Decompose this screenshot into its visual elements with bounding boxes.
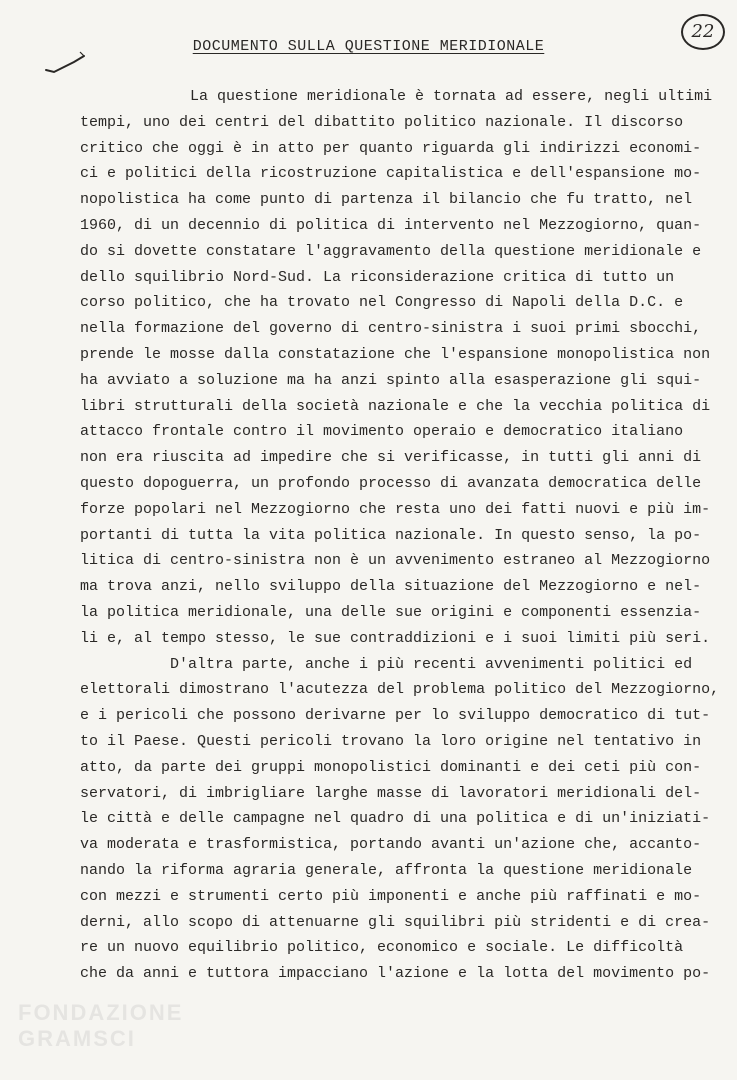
text-line: questo dopoguerra, un profondo processo di avanzata democratica delle	[80, 474, 702, 492]
watermark-logo	[18, 1000, 218, 1070]
text-line: ha avviato a soluzione ma ha anzi spinto alla esasperazione gli squi-	[80, 371, 702, 389]
text-line: li e, al tempo stesso, le sue contraddizioni e i suoi limiti più seri.	[80, 629, 711, 647]
text-line: ma trova anzi, nello sviluppo della situazione del Mezzogiorno e nel-	[80, 578, 702, 596]
text-line: con mezzi e strumenti certo più imponenti e anche più raffinati e mo-	[80, 887, 702, 905]
text-line: che da anni e tuttora impacciano l'azione e la lotta del movimento po-	[80, 965, 711, 983]
page-number: 22	[681, 14, 725, 50]
text-line: va moderata e trasformistica, portando avanti un'azione che, accanto-	[80, 836, 702, 854]
text-line: servatori, di imbrigliare larghe masse di lavoratori meridionali del-	[80, 784, 702, 802]
text-line: forze popolari nel Mezzogiorno che resta uno dei fatti nuovi e più im-	[80, 500, 711, 518]
text-line: derni, allo scopo di attenuarne gli squilibri più stridenti e di crea-	[80, 913, 711, 931]
text-line: attacco frontale contro il movimento operaio e democratico italiano	[80, 423, 684, 441]
paragraph-1	[80, 84, 720, 652]
paragraph-2	[80, 652, 720, 987]
text-line: elettorali dimostrano l'acutezza del problema politico del Mezzogiorno,	[80, 681, 720, 699]
watermark-line: GRAMSCI	[18, 1026, 136, 1051]
document-title: DOCUMENTO SULLA QUESTIONE MERIDIONALE	[192, 38, 545, 55]
watermark-line: FONDAZIONE	[18, 1000, 184, 1025]
text-line: litica di centro-sinistra non è un avvenimento estraneo al Mezzogiorno	[80, 552, 711, 570]
text-line: libri strutturali della società nazionale e che la vecchia politica di	[80, 397, 711, 415]
text-line: atto, da parte dei gruppi monopolistici dominanti e dei ceti più con-	[80, 758, 702, 776]
text-line: dello squilibrio Nord-Sud. La riconsiderazione critica di tutto un	[80, 268, 675, 286]
text-line: corso politico, che ha trovato nel Congresso di Napoli della D.C. e	[80, 294, 684, 312]
text-line: to il Paese. Questi pericoli trovano la loro origine nel tentativo in	[80, 732, 702, 750]
document-body	[80, 84, 720, 987]
text-line: nopolistica ha come punto di partenza il bilancio che fu tratto, nel	[80, 191, 693, 209]
text-line: critico che oggi è in atto per quanto riguarda gli indirizzi economi-	[80, 139, 702, 157]
text-line: portanti di tutta la vita politica nazionale. In questo senso, la po-	[80, 526, 702, 544]
text-line: tempi, uno dei centri del dibattito politico nazionale. Il discorso	[80, 113, 684, 131]
text-line: nella formazione del governo di centro-sinistra i suoi primi sbocchi,	[80, 320, 702, 338]
text-line: do si dovette constatare l'aggravamento della questione meridionale e	[80, 242, 702, 260]
text-line: 1960, di un decennio di politica di intervento nel Mezzogiorno, quan-	[80, 216, 702, 234]
text-line: La questione meridionale è tornata ad essere, negli ultimi	[190, 88, 713, 105]
text-line: le città e delle campagne nel quadro di una politica e di un'iniziati-	[80, 810, 711, 828]
text-line: prende le mosse dalla constatazione che l'espansione monopolistica non	[80, 345, 711, 363]
text-line: nando la riforma agraria generale, affronta la questione meridionale	[80, 861, 693, 879]
text-line: ci e politici della ricostruzione capitalistica e dell'espansione mo-	[80, 165, 702, 183]
text-line: re un nuovo equilibrio politico, economico e sociale. Le difficoltà	[80, 939, 684, 957]
text-line: e i pericoli che possono derivarne per lo sviluppo democratico di tut-	[80, 707, 711, 725]
text-line: non era riuscita ad impedire che si verificasse, in tutti gli anni di	[80, 449, 702, 467]
text-line: la politica meridionale, una delle sue origini e componenti essenzia-	[80, 603, 702, 621]
text-line: D'altra parte, anche i più recenti avvenimenti politici ed	[170, 655, 693, 673]
